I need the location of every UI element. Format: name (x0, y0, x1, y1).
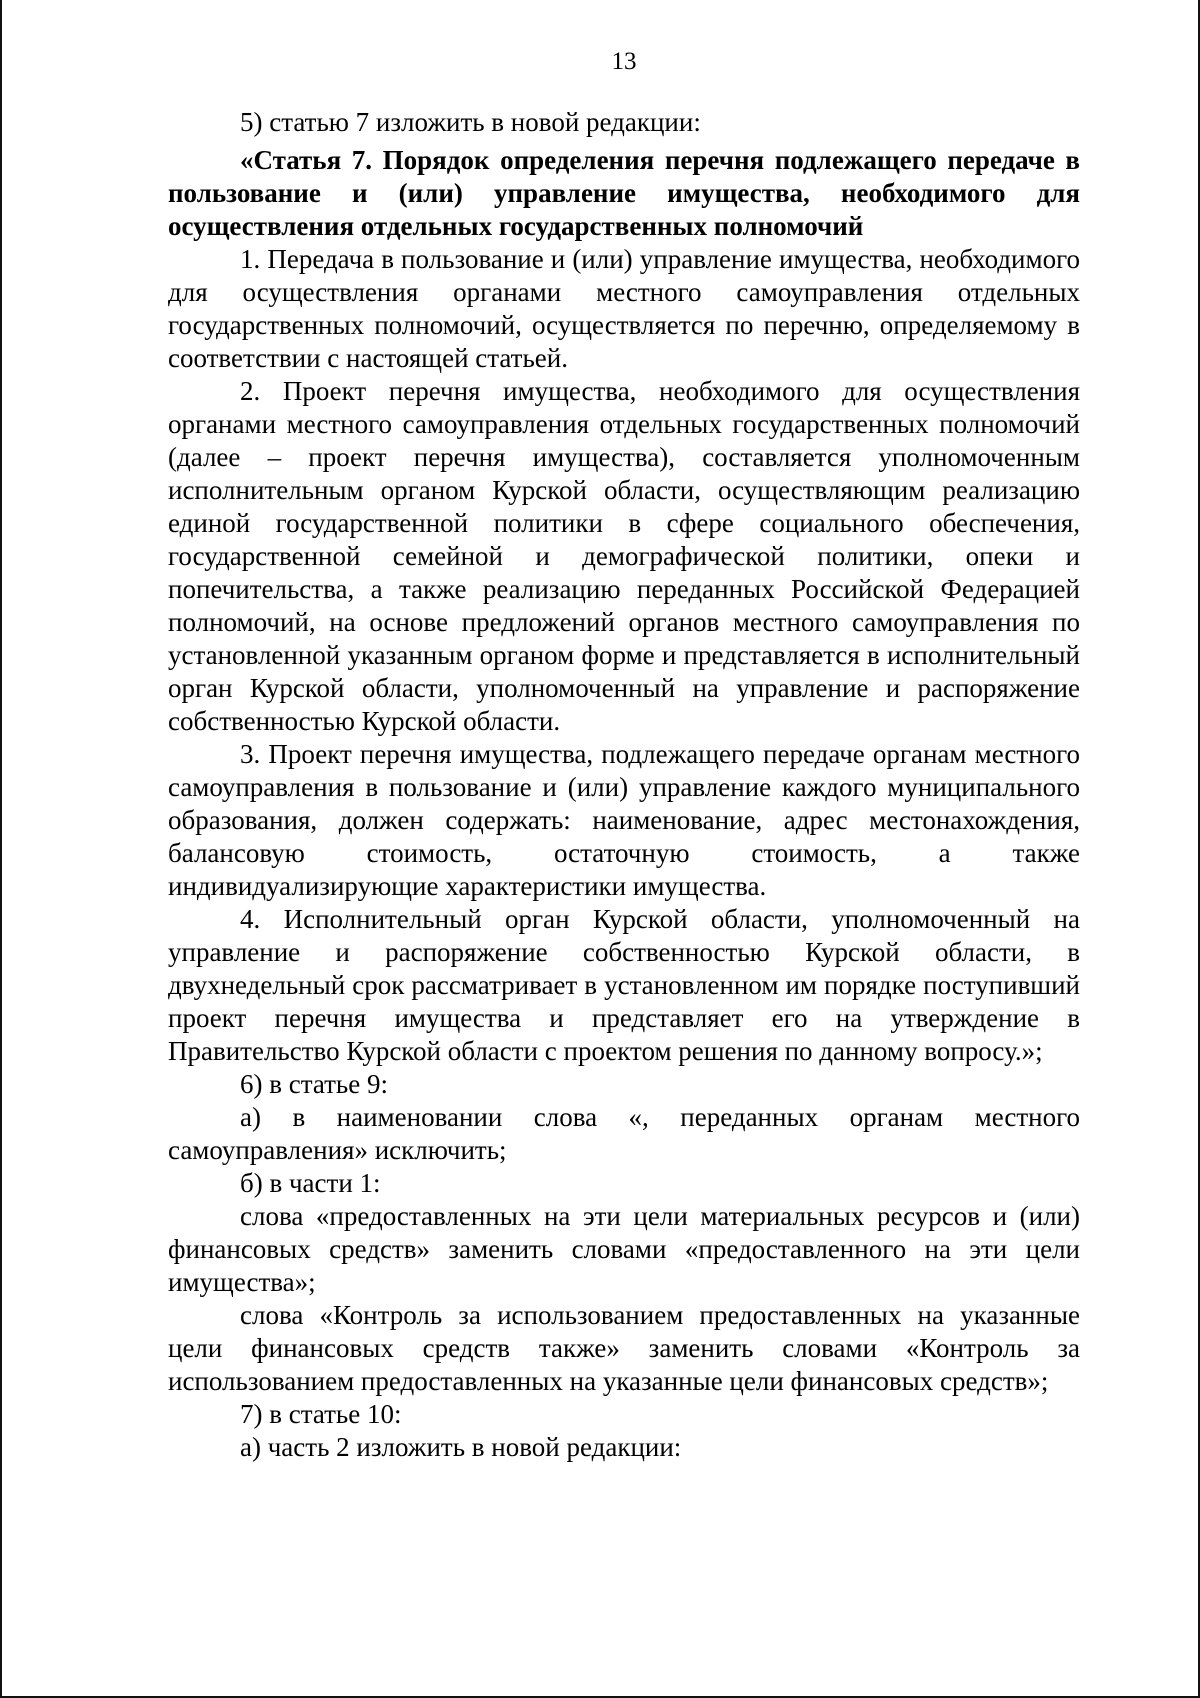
article-7-heading: «Статья 7. Порядок определения перечня подлежащего передаче в пользование и (или) управление имущества, необходимого для осуществления отдельных государственных полномочий (168, 145, 1080, 241)
page-number: 13 (611, 48, 637, 75)
article-7-part-3: 3. Проект перечня имущества, подлежащего передаче органам местного самоуправления в пользование и (или) управление каждого муниципального образования, должен содержать: наименование, адрес местонахождения, балансовую стоимость, остаточную стоимость, а также индивидуализирующие характеристики имущества. (168, 739, 1080, 901)
amendment-item-5: 5) статью 7 изложить в новой редакции: (240, 107, 701, 137)
document-body (168, 106, 1080, 1464)
amendment-6a: а) в наименовании слова «, переданных органам местного самоуправления» исключить; (168, 1102, 1080, 1165)
article-7-part-2: 2. Проект перечня имущества, необходимого для осуществления органами местного самоуправления отдельных государственных полномочий (далее – проект перечня имущества), составляется уполномоченным исполнительным органом Курской области, осуществляющим реализацию единой государственной политики в сфере социального обеспечения, государственной семейной и демографической политики, опеки и попечительства, а также реализацию переданных Российской Федерацией полномочий, на основе предложений органов местного самоуправления по установленной указанным органом форме и представляется в исполнительный орган Курской области, уполномоченный на управление и распоряжение собственностью Курской области. (168, 376, 1080, 736)
article-7-part-1: 1. Передача в пользование и (или) управление имущества, необходимого для осуществления органами местного самоуправления отдельных государственных полномочий, осуществляется по перечню, определяемому в соответствии с настоящей статьей. (168, 244, 1080, 373)
amendment-item-6: 6) в статье 9: (240, 1069, 388, 1099)
amendment-6b-words-1: слова «предоставленных на эти цели материальных ресурсов и (или) финансовых средств» заменить словами «предоставленного на эти цели имущества»; (168, 1201, 1080, 1297)
amendment-6b: б) в части 1: (240, 1168, 381, 1198)
amendment-7a: а) часть 2 изложить в новой редакции: (240, 1432, 682, 1462)
scan-border-left (0, 0, 2, 1698)
article-7-part-4: 4. Исполнительный орган Курской области, уполномоченный на управление и распоряжение собственностью Курской области, в двухнедельный срок рассматривает в установленном им порядке поступивший проект перечня имущества и представляет его на утверждение в Правительство Курской области с проектом решения по данному вопросу.»; (168, 904, 1080, 1066)
amendment-6b-words-2: слова «Контроль за использованием предоставленных на указанные цели финансовых средств также» заменить словами «Контроль за использованием предоставленных на указанные цели финансовых средств»; (168, 1300, 1080, 1396)
amendment-item-7: 7) в статье 10: (240, 1399, 402, 1429)
